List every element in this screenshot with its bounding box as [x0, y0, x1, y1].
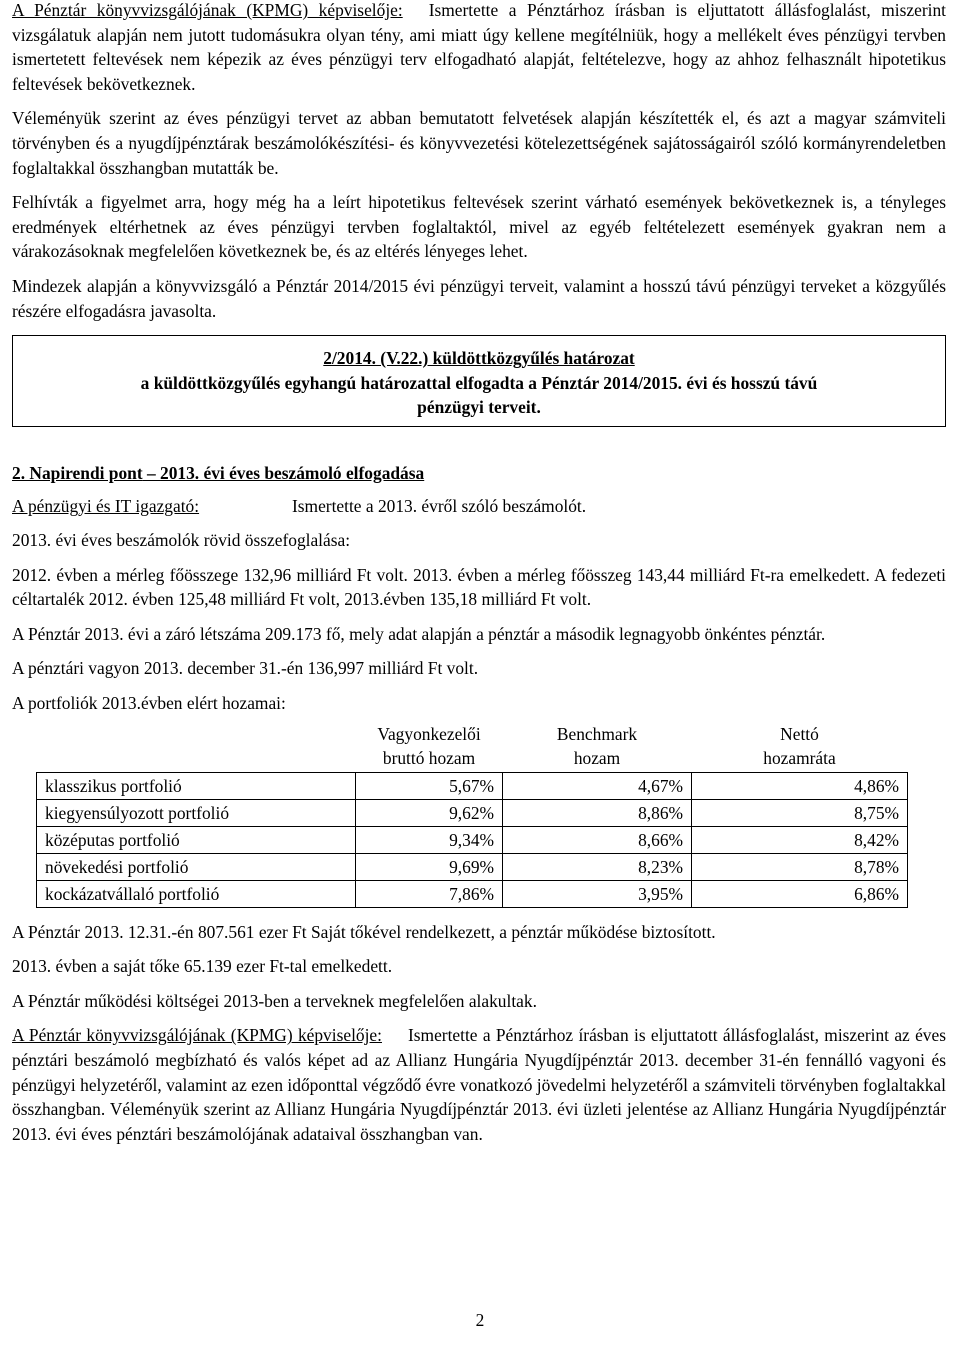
auditor-label-2: A Pénztár könyvvizsgálójának (KPMG) képviselője: — [12, 1025, 382, 1046]
equity-growth-paragraph: 2013. évben a saját tőke 65.139 ezer Ft-tal emelkedett. — [12, 956, 393, 977]
auditor-paragraph-1 — [12, 0, 946, 96]
equity-paragraph: A Pénztár 2013. 12.31.-én 807.561 ezer Ft Saját tőkével rendelkezett, a pénztár működése biztosított. — [12, 921, 716, 942]
table-row — [37, 826, 908, 853]
benchmark-return: 3,95% — [503, 880, 692, 907]
table-row — [37, 799, 908, 826]
benchmark-return: 4,67% — [503, 772, 692, 799]
gross-return: 9,69% — [356, 853, 503, 880]
gross-return: 9,34% — [356, 826, 503, 853]
portfolio-name: kiegyensúlyozott portfolió — [37, 799, 356, 826]
portfolio-name: klasszikus portfolió — [37, 772, 356, 799]
portfolio-name: középutas portfolió — [37, 826, 356, 853]
opinion-paragraph: Véleményük szerint az éves pénzügyi tervet az abban bemutatott felvetések alapján készítették el, és azt a magyar számviteli törvényben és a nyugdíjpénztárak beszámolókészítési- és könyvvezetési kötelezettségének sajátosságairól szóló kormányrendeletben foglaltakkal összhangban mutatták be. — [12, 108, 946, 178]
costs-paragraph: A Pénztár működési költségei 2013-ben a terveknek megfelelően alakultak. — [12, 990, 537, 1011]
auditor-statement-2: Ismertette a Pénztárhoz írásban is eljuttatott állásfoglalást, miszerint az éves pénztári beszámoló megbízható és valós képet ad az Allianz Hungária Nyugdíjpénztár 2013. december 31-én fennálló vagyoni és pénzügyi helyzetéről, valamint az ezen időponttal végződő évre vonatkozó jövedelmi helyzetéről a számviteli törvényben foglaltakkal összhangban. Véleményük szerint az Allianz Hungária Nyugdíjpénztár 2013. évi üzleti jelentése az Allianz Hungária Nyugdíjpénztár 2013. évi éves pénztári beszámolójának adataival összhangban van. — [12, 1025, 946, 1144]
recommendation-paragraph: Mindezek alapján a könyvvizsgáló a Pénztár 2014/2015 évi pénzügyi terveit, valamint a hosszú távú pénzügyi terveket a közgyűlés részére elfogadásra javasolta. — [12, 275, 946, 321]
gross-return: 7,86% — [356, 880, 503, 907]
portfolio-name: növekedési portfolió — [37, 853, 356, 880]
assets-paragraph: A pénztári vagyon 2013. december 31.-én 136,997 milliárd Ft volt. — [12, 658, 479, 679]
gross-return: 5,67% — [356, 772, 503, 799]
agenda-item-title: 2013. évi éves beszámoló elfogadása — [160, 462, 425, 483]
resolution-box — [12, 335, 946, 427]
table-header-net: Nettó hozamráta — [763, 723, 836, 768]
net-return: 8,42% — [692, 826, 908, 853]
director-paragraph — [12, 494, 946, 519]
benchmark-return: 8,23% — [503, 853, 692, 880]
resolution-text-line2: pénzügyi terveit. — [417, 397, 541, 418]
auditor-paragraph-2 — [12, 1023, 946, 1146]
director-label: A pénzügyi és IT igazgató: — [12, 495, 200, 516]
resolution-text-line1: a küldöttközgyűlés egyhangú határozattal elfogadta a Pénztár 2014/2015. évi és hosszú távú — [140, 372, 818, 393]
auditor-label: A Pénztár könyvvizsgálójának (KPMG) képviselője: — [12, 0, 403, 20]
table-header-benchmark: Benchmark hozam — [556, 723, 638, 768]
net-return: 6,86% — [692, 880, 908, 907]
portfolio-heading: A portfoliók 2013.évben elért hozamai: — [12, 693, 286, 714]
net-return: 4,86% — [692, 772, 908, 799]
table-row — [37, 772, 908, 799]
benchmark-return: 8,66% — [503, 826, 692, 853]
table-header-gross: Vagyonkezelői bruttó hozam — [377, 723, 481, 768]
summary-heading: 2013. évi éves beszámolók rövid összefoglalása: — [12, 530, 351, 551]
table-header-empty — [37, 720, 356, 773]
table-row — [37, 880, 908, 907]
net-return: 8,78% — [692, 853, 908, 880]
table-header-row — [37, 720, 908, 773]
table-row — [37, 853, 908, 880]
auditor-statement: Ismertette a Pénztárhoz írásban is eljuttatott állásfoglalást, miszerint vizsgálatuk alapján nem jutott tudomásukra olyan tény, ami miatt úgy kellene megítélniük, hogy a mellékelt éves pénzügyi tervben ismertetett feltevések nem képezik az éves pénzügyi terv elfogadható alapját, feltételezve, hogy az ahhoz felhasznált hipotetikus feltevések bekövetkeznek. — [12, 0, 946, 94]
agenda-item-heading — [12, 461, 946, 486]
warning-paragraph: Felhívták a figyelmet arra, hogy még ha a leírt hipotetikus feltevések szerint várható események bekövetkeznek is, a tényleges eredmények eltérhetnek az éves pénzügyi tervben foglaltaktól, mivel az egyéb feltételezett események gyakran nem a várakozásoknak megfelelően következnek be, és az eltérés lényeges lehet. — [12, 192, 946, 262]
agenda-item-dash: – — [142, 462, 161, 483]
balance-paragraph: 2012. évben a mérleg főösszege 132,96 milliárd Ft volt. 2013. évben a mérleg főösszeg 143,44 milliárd Ft-ra emelkedett. A fedezeti céltartalék 2012. évben 125,48 milliárd Ft volt, 2013.évben 135,18 milliárd Ft volt. — [12, 564, 946, 610]
resolution-title: 2/2014. (V.22.) küldöttközgyűlés határozat — [323, 348, 635, 369]
membership-paragraph: A Pénztár 2013. évi a záró létszáma 209.173 fő, mely adat alapján a pénztár a második legnagyobb önkéntes pénztár. — [12, 623, 826, 644]
net-return: 8,75% — [692, 799, 908, 826]
portfolio-name: kockázatvállaló portfolió — [37, 880, 356, 907]
page-number: 2 — [475, 1310, 485, 1330]
benchmark-return: 8,86% — [503, 799, 692, 826]
document-page — [12, 0, 946, 1146]
agenda-item-number: 2. Napirendi pont — [12, 462, 143, 483]
portfolio-returns-table — [36, 720, 908, 908]
director-statement: Ismertette a 2013. évről szóló beszámolót. — [292, 495, 587, 516]
gross-return: 9,62% — [356, 799, 503, 826]
